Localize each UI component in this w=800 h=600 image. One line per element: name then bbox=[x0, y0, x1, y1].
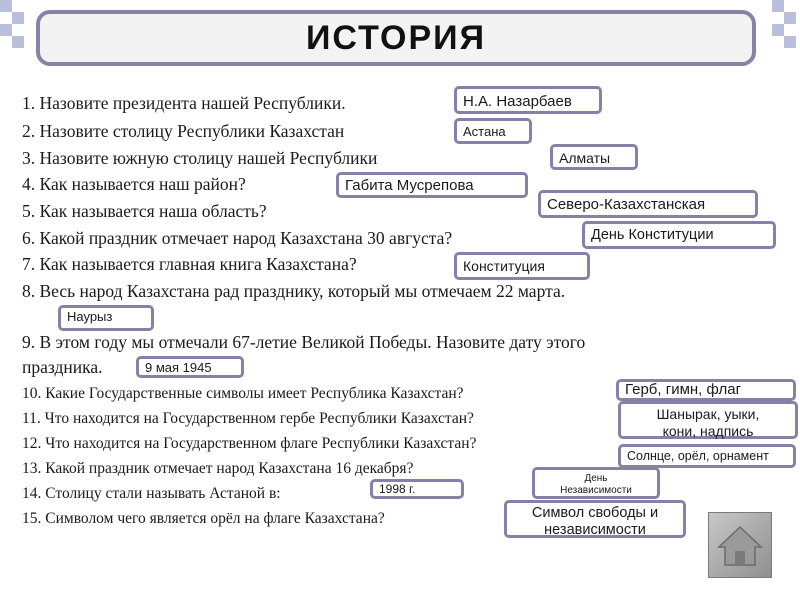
answer-box-6[interactable] bbox=[582, 221, 776, 249]
home-icon bbox=[709, 513, 771, 577]
home-button[interactable] bbox=[708, 512, 772, 578]
title-frame bbox=[36, 10, 756, 66]
answer-box-1[interactable] bbox=[454, 86, 602, 114]
deco-square bbox=[784, 36, 796, 48]
answer-text: 1998 г. bbox=[379, 482, 416, 496]
question-6: 6. Какой праздник отмечает народ Казахстана 30 августа? bbox=[22, 228, 453, 248]
answer-box-15[interactable] bbox=[504, 500, 686, 538]
question-2: 2. Назовите столицу Республики Казахстан bbox=[22, 121, 345, 141]
answer-text: Герб, гимн, флаг bbox=[625, 381, 742, 398]
answer-text-line-1: Шанырак, уыки, bbox=[656, 406, 760, 422]
question-10: 10. Какие Государственные символы имеет Республика Казахстан? bbox=[22, 385, 464, 402]
deco-square bbox=[12, 12, 24, 24]
answer-box-12[interactable] bbox=[618, 444, 796, 468]
question-11: 11. Что находится на Государственном гербе Республики Казахстан? bbox=[22, 410, 474, 427]
question-15: 15. Символом чего является орёл на флаге Казахстана? bbox=[22, 510, 385, 527]
deco-square bbox=[0, 0, 12, 12]
question-14: 14. Столицу стали называть Астаной в: bbox=[22, 485, 281, 502]
question-5: 5. Как называется наша область? bbox=[22, 201, 267, 221]
deco-square bbox=[12, 36, 24, 48]
deco-square bbox=[772, 24, 784, 36]
question-9-cont: праздника. bbox=[22, 357, 103, 377]
answer-text-line-2: независимости bbox=[544, 522, 646, 538]
answer-text-line-2: Независимости bbox=[560, 485, 632, 496]
question-9: 9. В этом году мы отмечали 67-летие Великой Победы. Назовите дату этого bbox=[22, 332, 586, 352]
answer-text: Астана bbox=[463, 124, 506, 139]
answer-text: Наурыз bbox=[67, 309, 113, 324]
question-4: 4. Как называется наш район? bbox=[22, 174, 246, 194]
question-7: 7. Как называется главная книга Казахстана? bbox=[22, 254, 357, 274]
answer-box-2[interactable] bbox=[454, 118, 532, 144]
answer-box-4[interactable] bbox=[336, 172, 528, 198]
question-12: 12. Что находится на Государственном флаге Республики Казахстан? bbox=[22, 435, 477, 452]
answer-box-10[interactable] bbox=[616, 379, 796, 401]
question-1: 1. Назовите президента нашей Республики. bbox=[22, 93, 346, 113]
answer-box-7[interactable] bbox=[454, 252, 590, 280]
question-3: 3. Назовите южную столицу нашей Республики bbox=[22, 148, 378, 168]
answer-text: Солнце, орёл, орнамент bbox=[627, 449, 769, 463]
answer-text-line-1: День bbox=[584, 473, 608, 484]
answer-box-13[interactable] bbox=[532, 467, 660, 499]
question-8: 8. Весь народ Казахстана рад празднику, который мы отмечаем 22 марта. bbox=[22, 281, 566, 301]
deco-square bbox=[0, 24, 12, 36]
answer-box-14[interactable] bbox=[370, 479, 464, 499]
answer-text: Габита Мусрепова bbox=[345, 177, 474, 194]
answer-text-line-2: кони, надпись bbox=[662, 423, 754, 439]
answer-box-3[interactable] bbox=[550, 144, 638, 170]
question-13: 13. Какой праздник отмечает народ Казахстана 16 декабря? bbox=[22, 460, 414, 477]
answer-text: Алматы bbox=[559, 150, 611, 166]
answer-box-11[interactable] bbox=[618, 401, 798, 439]
answer-text: 9 мая 1945 bbox=[145, 360, 212, 375]
deco-square bbox=[784, 12, 796, 24]
deco-square bbox=[772, 0, 784, 12]
answer-box-8[interactable] bbox=[58, 305, 154, 331]
answer-box-5[interactable] bbox=[538, 190, 758, 218]
answer-text: Н.А. Назарбаев bbox=[463, 93, 572, 110]
answer-text: День Конституции bbox=[591, 227, 714, 243]
page-title: ИСТОРИЯ bbox=[305, 18, 487, 57]
answer-text-line-1: Символ свободы и bbox=[531, 505, 659, 521]
answer-box-9[interactable] bbox=[136, 356, 244, 378]
answer-text: Северо-Казахстанская bbox=[547, 196, 706, 213]
answer-text: Конституция bbox=[463, 258, 545, 274]
